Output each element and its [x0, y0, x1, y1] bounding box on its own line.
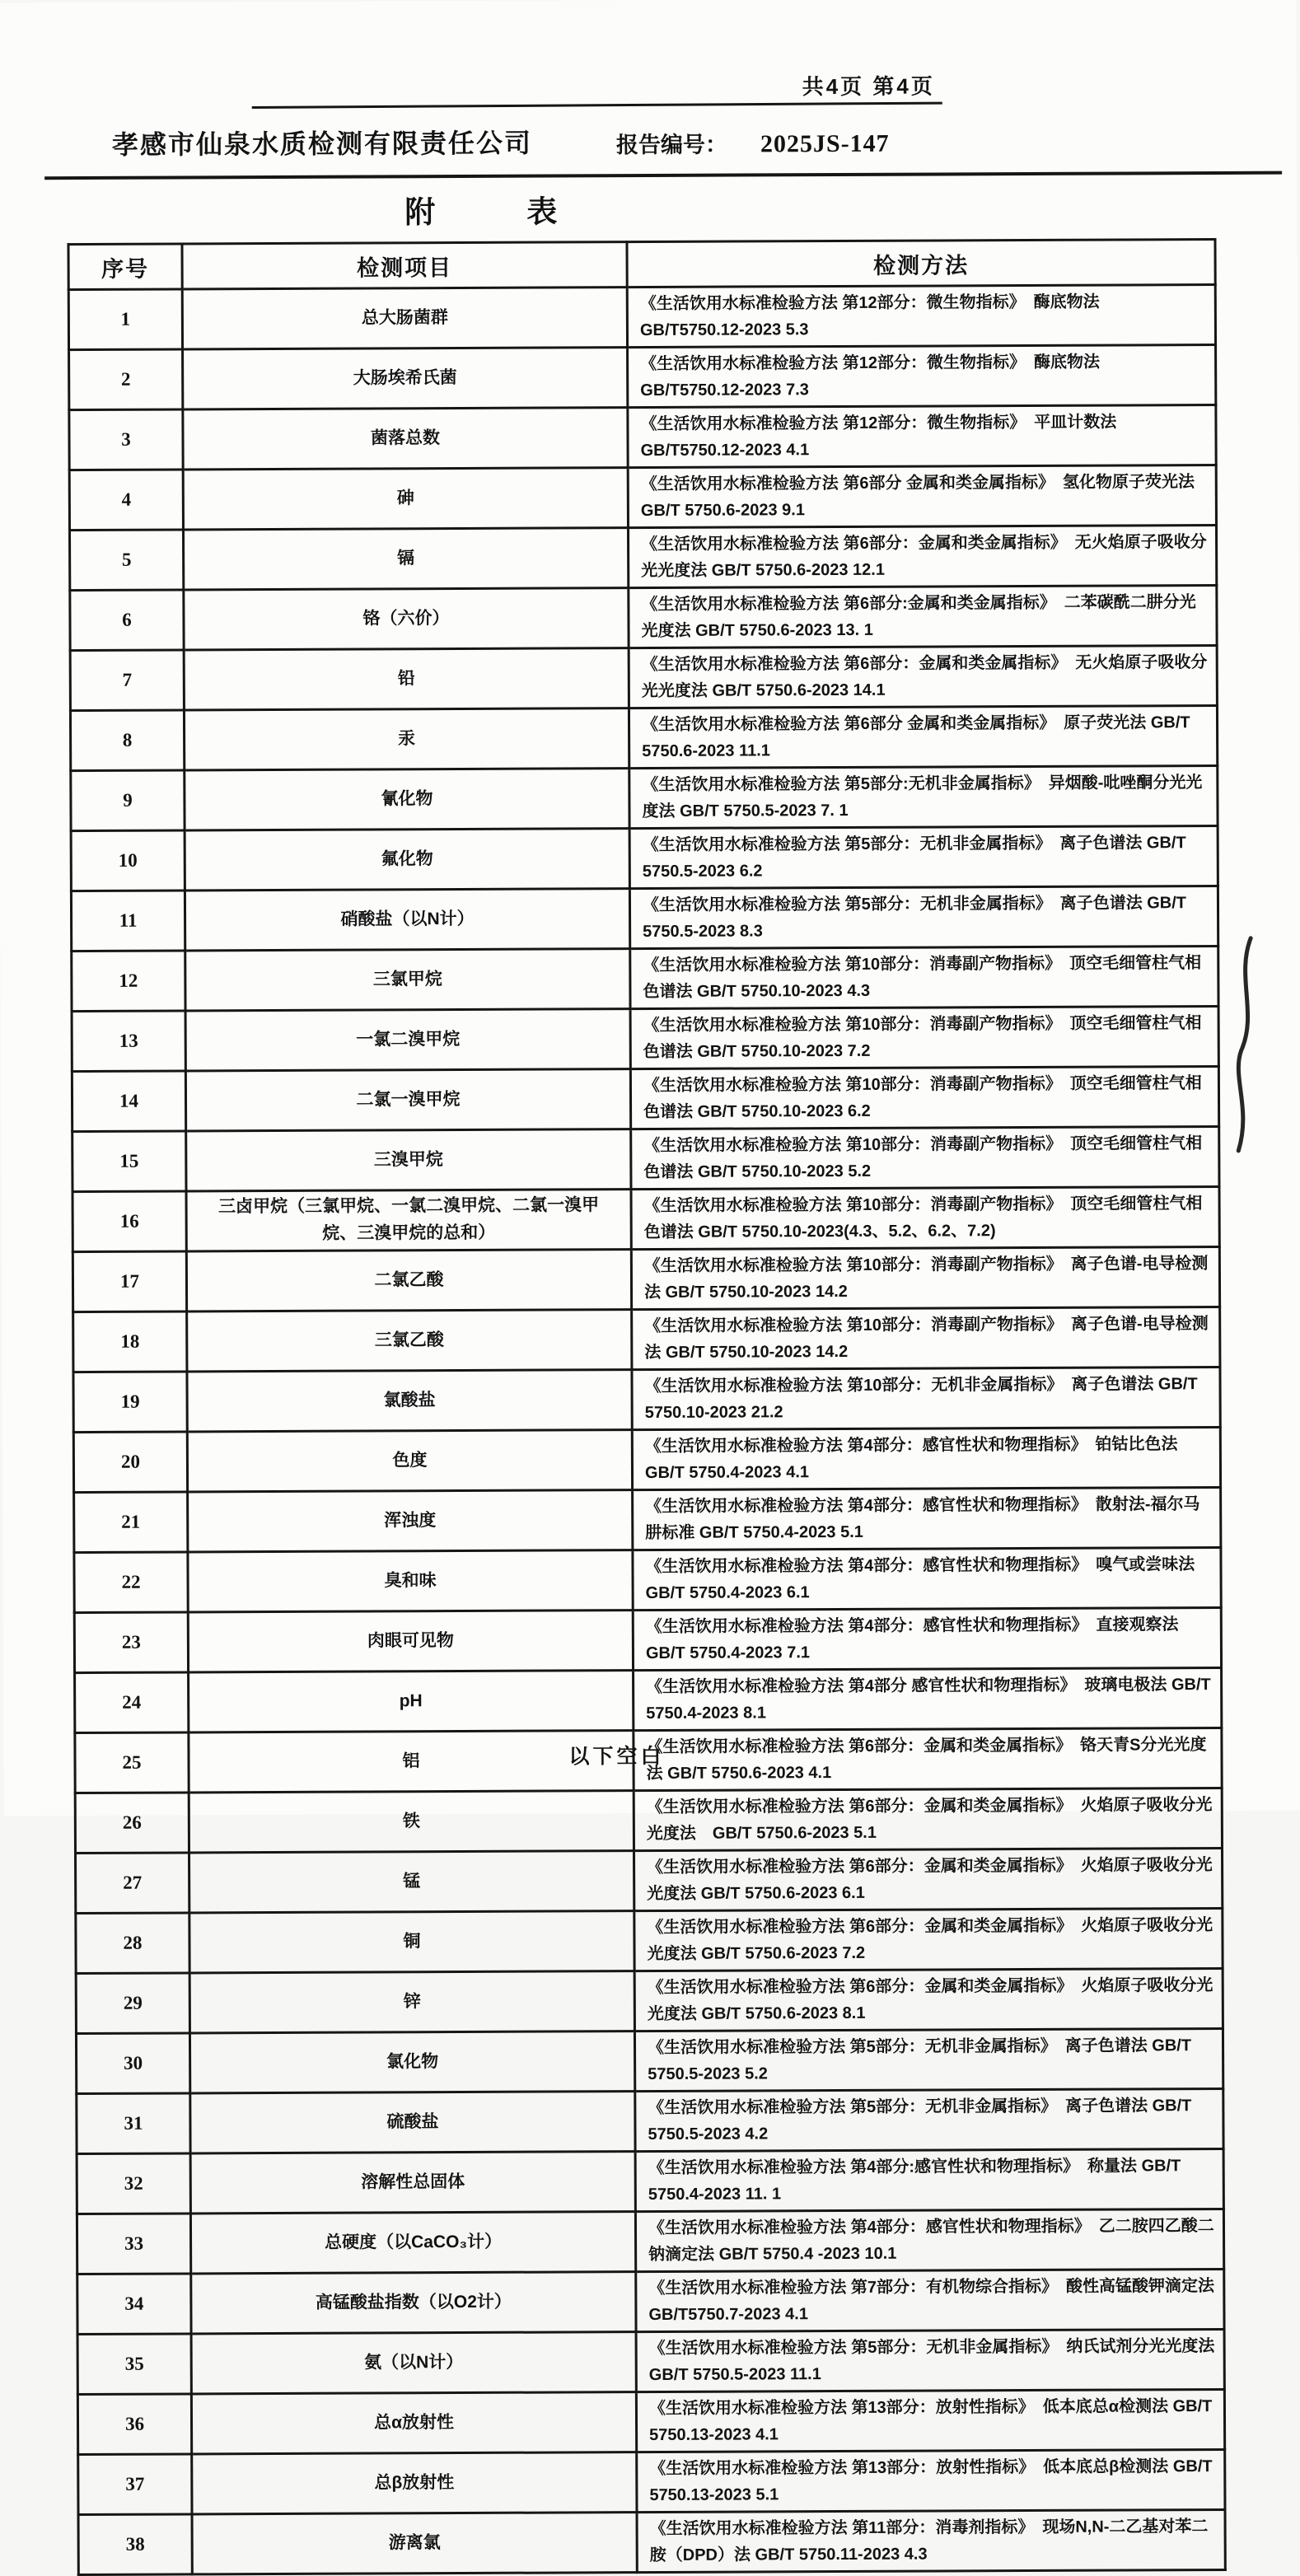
footer-note: 以下空白: [568, 1744, 665, 1769]
row-item: 镉: [183, 528, 628, 590]
row-method: 《生活饮用水标准检验方法 第6部分：金属和类金属指标》 火焰原子吸收分光光度法 GB/T 5750.6-2023 7.2: [634, 1908, 1223, 1971]
table-row: [78, 2449, 1225, 2514]
row-no: 29: [76, 1973, 189, 2034]
row-item: 三溴甲烷: [186, 1129, 631, 1191]
row-item: 铝: [189, 1731, 634, 1793]
row-method: 《生活饮用水标准检验方法 第6部分：金属和类金属指标》 火焰原子吸收分光光度法 GB/T 5750.6-2023 8.1: [634, 1968, 1223, 2031]
row-method: 《生活饮用水标准检验方法 第10部分：无机非金属指标》 离子色谱法 GB/T 5750.10-2023 21.2: [632, 1367, 1220, 1429]
row-no: 38: [78, 2514, 192, 2575]
page-number: 共4页 第4页: [802, 73, 935, 100]
row-item: 臭和味: [188, 1550, 633, 1612]
row-no: 14: [72, 1071, 185, 1132]
row-item: 氨（以N计）: [191, 2332, 636, 2394]
row-method: 《生活饮用水标准检验方法 第10部分：消毒副产物指标》 顶空毛细管柱气相色谱法 GB/T 5750.10-2023(4.3、5.2、6.2、7.2): [631, 1186, 1219, 1249]
col-header-no: 序号: [68, 244, 182, 290]
row-method: 《生活饮用水标准检验方法 第12部分：微生物指标》 平皿计数法 GB/T5750.12-2023 4.1: [628, 404, 1216, 467]
row-method: 《生活饮用水标准检验方法 第6部分 金属和类金属指标》 原子荧光法 GB/T 5750.6-2023 11.1: [629, 705, 1217, 768]
table-row: [78, 2509, 1225, 2574]
row-item: 硝酸盐（以N计）: [185, 889, 629, 951]
table-row: [76, 2028, 1223, 2093]
row-item: 氯酸盐: [187, 1370, 632, 1432]
row-no: 10: [71, 830, 185, 891]
row-method: 《生活饮用水标准检验方法 第4部分：感官性状和物理指标》 直接观察法 GB/T 5750.4-2023 7.1: [633, 1607, 1221, 1670]
table-row: [73, 1367, 1220, 1432]
methods-table: [67, 238, 1226, 2576]
table-row: [72, 946, 1218, 1011]
row-no: 8: [70, 710, 184, 771]
row-method: 《生活饮用水标准检验方法 第4部分：感官性状和物理指标》 散射法-福尔马肼标准 GB/T 5750.4-2023 5.1: [633, 1487, 1221, 1550]
row-item: 游离氯: [192, 2513, 637, 2574]
row-item: 二氯一溴甲烷: [185, 1069, 630, 1131]
table-row: [74, 1547, 1221, 1612]
row-no: 20: [73, 1432, 187, 1493]
row-method: 《生活饮用水标准检验方法 第5部分：无机非金属指标》 纳氏试剂分光光度法 GB/T 5750.5-2023 11.1: [636, 2329, 1224, 2391]
row-no: 2: [69, 349, 183, 410]
col-header-item: 检测项目: [182, 242, 627, 289]
row-item: 一氯二溴甲烷: [185, 1009, 630, 1071]
header-top-rule: [252, 102, 942, 109]
row-item: 锌: [189, 1971, 634, 2033]
row-no: 26: [75, 1793, 189, 1854]
row-method: 《生活饮用水标准检验方法 第4部分 感官性状和物理指标》 玻璃电极法 GB/T 5750.4-2023 8.1: [634, 1667, 1222, 1730]
row-method: 《生活饮用水标准检验方法 第6部分:金属和类金属指标》 二苯碳酰二肼分光光度法 GB/T 5750.6-2023 13. 1: [629, 585, 1217, 648]
row-method: 《生活饮用水标准检验方法 第5部分：无机非金属指标》 离子色谱法 GB/T 5750.5-2023 5.2: [634, 2028, 1223, 2091]
report-number-value: 2025JS-147: [760, 129, 890, 158]
row-method: 《生活饮用水标准检验方法 第6部分：金属和类金属指标》 铬天青S分光光度法 GB/T 5750.6-2023 4.1: [634, 1727, 1222, 1790]
table-row: [69, 404, 1216, 470]
table-row: [69, 465, 1216, 530]
row-no: 3: [69, 409, 183, 470]
row-method: 《生活饮用水标准检验方法 第11部分：消毒剂指标》 现场N,N-二乙基对苯二胺（DPD）法 GB/T 5750.11-2023 4.3: [637, 2509, 1225, 2572]
row-method: 《生活饮用水标准检验方法 第10部分：消毒副产物指标》 顶空毛细管柱气相色谱法 GB/T 5750.10-2023 7.2: [630, 1006, 1218, 1068]
report-number-label: 报告编号：: [615, 132, 728, 158]
row-no: 5: [69, 530, 183, 591]
row-item: 总β放射性: [192, 2452, 637, 2514]
row-method: 《生活饮用水标准检验方法 第6部分：金属和类金属指标》 火焰原子吸收分光光度法 GB/T 5750.6-2023 5.1: [634, 1788, 1222, 1850]
table-row: [69, 344, 1216, 409]
row-no: 22: [74, 1552, 188, 1613]
table-row: [71, 886, 1218, 951]
row-item: 铬（六价）: [184, 588, 629, 650]
table-body: [68, 284, 1225, 2574]
row-method: 《生活饮用水标准检验方法 第4部分：感官性状和物理指标》 嗅气或尝味法 GB/T 5750.4-2023 6.1: [633, 1547, 1221, 1610]
table-row: [77, 2329, 1224, 2394]
table-header-row: [68, 239, 1215, 289]
row-item: 三氯乙酸: [187, 1310, 632, 1372]
table-row: [77, 2269, 1224, 2334]
row-method: 《生活饮用水标准检验方法 第10部分：消毒副产物指标》 顶空毛细管柱气相色谱法 GB/T 5750.10-2023 4.3: [630, 946, 1218, 1008]
row-no: 19: [73, 1372, 187, 1433]
row-no: 4: [69, 470, 183, 531]
row-method: 《生活饮用水标准检验方法 第6部分：金属和类金属指标》 火焰原子吸收分光光度法 GB/T 5750.6-2023 6.1: [634, 1848, 1223, 1910]
row-no: 37: [78, 2454, 192, 2515]
appendix-title: 附 表: [404, 194, 558, 230]
row-method: 《生活饮用水标准检验方法 第5部分：无机非金属指标》 离子色谱法 GB/T 5750.5-2023 8.3: [629, 886, 1218, 948]
table-row: [73, 1307, 1220, 1372]
row-no: 33: [77, 2214, 190, 2274]
row-method: 《生活饮用水标准检验方法 第12部分：微生物指标》 酶底物法 GB/T5750.12-2023 5.3: [627, 284, 1215, 347]
scan-artifact-mark: [1226, 935, 1265, 1154]
row-no: 17: [72, 1251, 186, 1312]
table-row: [70, 645, 1217, 710]
row-method: 《生活饮用水标准检验方法 第10部分：消毒副产物指标》 离子色谱-电导检测法 GB/T 5750.10-2023 14.2: [632, 1307, 1220, 1369]
row-item: 汞: [184, 708, 629, 770]
row-no: 28: [76, 1913, 189, 1974]
table-row: [74, 1607, 1221, 1672]
table-row: [77, 2088, 1223, 2153]
row-no: 7: [70, 650, 184, 711]
table-row: [72, 1126, 1219, 1191]
table-row: [70, 585, 1217, 650]
table-row: [70, 705, 1217, 770]
row-item: 三卤甲烷（三氯甲烷、一氯二溴甲烷、二氯一溴甲烷、三溴甲烷的总和）: [186, 1190, 631, 1251]
row-no: 27: [76, 1853, 189, 1914]
table-row: [72, 1186, 1219, 1251]
row-no: 16: [72, 1191, 186, 1252]
row-item: 氟化物: [185, 829, 629, 891]
table-row: [72, 1246, 1219, 1311]
row-no: 32: [77, 2153, 190, 2214]
row-method: 《生活饮用水标准检验方法 第13部分：放射性指标》 低本底总α检测法 GB/T 5750.13-2023 4.1: [636, 2389, 1224, 2452]
row-no: 15: [72, 1131, 186, 1192]
row-item: 总α放射性: [191, 2392, 636, 2454]
row-no: 24: [75, 1672, 189, 1733]
table-row: [68, 284, 1215, 349]
table-row: [74, 1487, 1221, 1552]
table-row: [72, 1066, 1218, 1131]
table-row: [71, 825, 1218, 891]
row-no: 6: [70, 590, 184, 651]
row-item: 菌落总数: [183, 408, 628, 470]
row-item: 溶解性总固体: [190, 2152, 635, 2214]
row-method: 《生活饮用水标准检验方法 第7部分：有机物综合指标》 酸性高锰酸钾滴定法 GB/T5750.7-2023 4.1: [636, 2269, 1224, 2331]
row-item: 铅: [184, 648, 629, 710]
row-method: 《生活饮用水标准检验方法 第10部分：消毒副产物指标》 顶空毛细管柱气相色谱法 GB/T 5750.10-2023 6.2: [630, 1066, 1218, 1129]
row-item: 大肠埃希氏菌: [183, 348, 628, 409]
row-method: 《生活饮用水标准检验方法 第6部分 金属和类金属指标》 氢化物原子荧光法 GB/T 5750.6-2023 9.1: [628, 465, 1216, 527]
row-no: 30: [76, 2033, 189, 2094]
table-row: [77, 2389, 1224, 2454]
row-item: 总硬度（以CaCO₃计）: [190, 2212, 635, 2274]
table-row: [77, 2148, 1223, 2214]
table-row: [76, 1848, 1223, 1913]
row-method: 《生活饮用水标准检验方法 第4部分:感官性状和物理指标》 称量法 GB/T 5750.4-2023 11. 1: [635, 2148, 1223, 2211]
row-item: 总大肠菌群: [182, 288, 627, 349]
row-no: 11: [71, 891, 185, 951]
row-no: 23: [74, 1612, 188, 1673]
row-item: 色度: [187, 1430, 632, 1492]
row-method: 《生活饮用水标准检验方法 第4部分：感官性状和物理指标》 铂钴比色法 GB/T 5750.4-2023 4.1: [632, 1427, 1220, 1489]
table-row: [72, 1006, 1218, 1071]
row-item: 铜: [189, 1911, 634, 1973]
row-no: 12: [72, 951, 185, 1012]
row-method: 《生活饮用水标准检验方法 第5部分：无机非金属指标》 离子色谱法 GB/T 5750.5-2023 4.2: [635, 2088, 1223, 2151]
table-row: [73, 1427, 1220, 1492]
col-header-method: 检测方法: [627, 239, 1215, 287]
row-item: 锰: [189, 1851, 634, 1913]
row-no: 18: [73, 1311, 187, 1372]
row-method: 《生活饮用水标准检验方法 第5部分:无机非金属指标》 异烟酸-吡唑酮分光光度法 GB/T 5750.5-2023 7. 1: [629, 765, 1218, 828]
row-no: 31: [77, 2093, 190, 2154]
row-item: 氯化物: [189, 2031, 634, 2093]
row-item: 三氯甲烷: [185, 949, 630, 1011]
row-no: 13: [72, 1011, 185, 1072]
row-method: 《生活饮用水标准检验方法 第13部分：放射性指标》 低本底总β检测法 GB/T 5750.13-2023 5.1: [637, 2449, 1225, 2512]
row-no: 34: [77, 2274, 191, 2335]
table-row: [75, 1667, 1222, 1732]
row-item: 浑浊度: [188, 1490, 633, 1552]
table-row: [75, 1788, 1222, 1853]
row-method: 《生活饮用水标准检验方法 第10部分：消毒副产物指标》 离子色谱-电导检测法 GB/T 5750.10-2023 14.2: [631, 1246, 1219, 1309]
table-row: [77, 2209, 1223, 2274]
row-no: 1: [68, 289, 182, 350]
row-item: 硫酸盐: [190, 2092, 635, 2153]
row-method: 《生活饮用水标准检验方法 第6部分：金属和类金属指标》 无火焰原子吸收分光光度法 GB/T 5750.6-2023 12.1: [628, 525, 1216, 587]
row-method: 《生活饮用水标准检验方法 第4部分：感官性状和物理指标》 乙二胺四乙酸二钠滴定法 GB/T 5750.4 -2023 10.1: [635, 2209, 1223, 2271]
row-item: 铁: [189, 1791, 634, 1853]
row-method: 《生活饮用水标准检验方法 第5部分：无机非金属指标》 离子色谱法 GB/T 5750.5-2023 6.2: [629, 825, 1218, 888]
row-no: 25: [75, 1732, 189, 1793]
row-no: 9: [71, 770, 185, 831]
header-bottom-rule: [44, 171, 1282, 180]
row-method: 《生活饮用水标准检验方法 第12部分：微生物指标》 酶底物法 GB/T5750.12-2023 7.3: [628, 344, 1216, 407]
row-no: 35: [77, 2334, 191, 2395]
company-name: 孝感市仙泉水质检测有限责任公司: [111, 128, 533, 160]
row-method: 《生活饮用水标准检验方法 第10部分：消毒副产物指标》 顶空毛细管柱气相色谱法 GB/T 5750.10-2023 5.2: [631, 1126, 1219, 1189]
row-item: 氰化物: [185, 769, 629, 830]
table-row: [76, 1908, 1223, 1973]
row-no: 21: [74, 1492, 188, 1553]
row-method: 《生活饮用水标准检验方法 第6部分：金属和类金属指标》 无火焰原子吸收分光光度法 GB/T 5750.6-2023 14.1: [629, 645, 1217, 708]
table-row: [76, 1968, 1223, 2033]
row-item: 二氯乙酸: [186, 1250, 631, 1311]
row-no: 36: [77, 2394, 191, 2455]
row-item: 高锰酸盐指数（以O2计）: [191, 2272, 636, 2334]
row-item: 砷: [183, 468, 628, 530]
table-row: [71, 765, 1218, 830]
report-number-line: [616, 126, 890, 159]
table-row: [69, 525, 1216, 590]
row-item: pH: [189, 1671, 634, 1732]
row-item: 肉眼可见物: [188, 1611, 633, 1672]
